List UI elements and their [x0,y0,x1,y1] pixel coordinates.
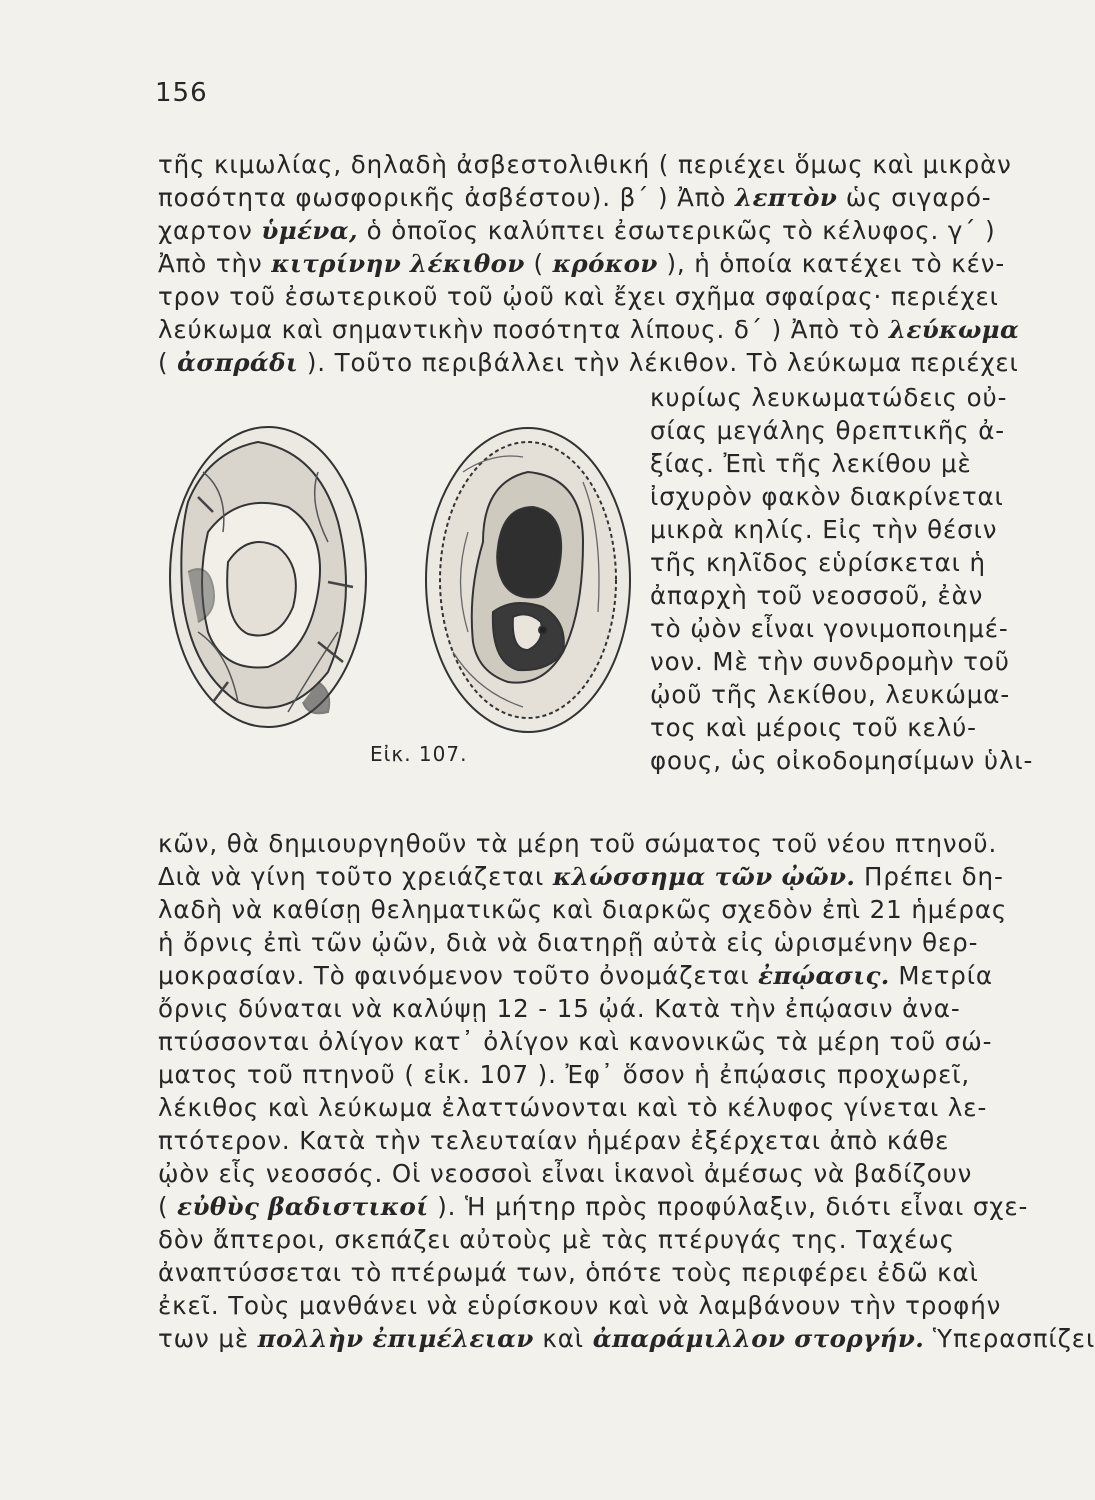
text-line: ματος τοῦ πτηνοῦ ( εἰκ. 107 ). Ἐφ᾽ ὅσον ἡ ἐπῴασις προχωρεῖ, [158,1060,971,1089]
text-line: τος καὶ μέροις τοῦ κελύ- [650,713,977,742]
text-line: Ἀπὸ τὴν κιτρίνην λέκιθον ( κρόκον ), ἡ ὁποία κατέχει τὸ κέν- [158,249,1006,278]
emphasis: κλώσσημα τῶν ᾠῶν. [552,862,856,891]
text-line: τῆς κιμωλίας, δηλαδὴ ἀσβεστολιθική ( περιέχει ὅμως καὶ μικρὰν [158,150,1012,179]
text-line: δὸν ἄπτεροι, σκεπάζει αὐτοὺς μὲ τὰς πτέρυγάς της. Ταχέως [158,1225,955,1254]
emphasis: πολλὴν ἐπιμέλειαν [257,1324,534,1353]
text-line: ἐκεῖ. Τοὺς μανθάνει νὰ εὑρίσκουν καὶ νὰ λαμβάνουν τὴν τροφήν [158,1291,1002,1320]
figure-caption: Εἰκ. 107. [370,742,468,766]
text-line: ( εὐθὺς βαδιστικοί ). Ἡ μήτηρ πρὸς προφύλαξιν, διότι εἶναι σχε- [158,1192,1029,1221]
text-line: ὄρνις δύναται νὰ καλύψῃ 12 - 15 ᾠά. Κατὰ τὴν ἐπῴασιν ἀνα- [158,994,961,1023]
emphasis: ἐπῴασις. [758,961,890,990]
text-line: νον. Μὲ τὴν συνδρομὴν τοῦ [650,647,1010,676]
emphasis: κρόκον [552,249,658,278]
emphasis: ὑμένα, [261,216,358,245]
text-line: πτότερον. Κατὰ τὴν τελευταίαν ἡμέραν ἐξέρχεται ἀπὸ κάθε [158,1126,950,1155]
text-line: χαρτον ὑμένα, ὁ ὁποῖος καλύπτει ἐσωτερικῶς τὸ κέλυφος. γ΄ ) [158,216,996,245]
text-line: των μὲ πολλὴν ἐπιμέλειαν καὶ ἀπαράμιλλον στοργήν. Ὑπερασπίζει [158,1324,1095,1353]
text-line: ᾠοῦ τῆς λεκίθου, λευκώμα- [650,680,1011,709]
text-line: μικρὰ κηλίς. Εἰς τὴν θέσιν [650,515,998,544]
text-line: λαδὴ νὰ καθίσῃ θεληματικῶς καὶ διαρκῶς σχεδὸν ἐπὶ 21 ἡμέρας [158,895,1008,924]
text-line: λέκιθος καὶ λεύκωμα ἐλαττώνονται καὶ τὸ κέλυφος γίνεται λε- [158,1093,988,1122]
text-line: τῆς κηλῖδος εὑρίσκεται ἡ [650,548,986,577]
emphasis: λεπτὸν [735,183,838,212]
text-line: πτύσσονται ὀλίγον κατ᾽ ὀλίγον καὶ κανονικῶς τὰ μέρη τοῦ σώ- [158,1027,993,1056]
egg-drawings [168,412,638,742]
text-line: ἡ ὄρνις ἐπὶ τῶν ᾠῶν, διὰ νὰ διατηρῇ αὐτὰ εἰς ὡρισμένην θερ- [158,928,979,957]
left-egg-drawing [170,427,366,727]
text-line: κυρίως λευκωματώδεις οὐ- [650,383,1008,412]
text-line: φους, ὡς οἰκοδομησίμων ὑλι- [650,746,1034,775]
text-line: ἰσχυρὸν φακὸν διακρίνεται [650,482,1004,511]
text-line: μοκρασίαν. Τὸ φαινόμενον τοῦτο ὀνομάζεται ἐπῴασις. Μετρία [158,961,993,990]
text-line: ποσότητα φωσφορικῆς ἀσβέστου). β΄ ) Ἀπὸ λεπτὸν ὡς σιγαρό- [158,183,992,212]
emphasis: ἀπαράμιλλον στοργήν. [592,1324,925,1353]
text-line: σίας μεγάλης θρεπτικῆς ἀ- [650,416,1006,445]
text-line: τρον τοῦ ἐσωτερικοῦ τοῦ ᾠοῦ καὶ ἔχει σχῆμα σφαίρας· περιέχει [158,282,999,311]
text-line: κῶν, θὰ δημιουργηθοῦν τὰ μέρη τοῦ σώματος τοῦ νέου πτηνοῦ. [158,829,998,858]
emphasis: ἀσπράδι [177,348,299,377]
text-line: λεύκωμα καὶ σημαντικὴν ποσότητα λίπους. δ΄ ) Ἀπὸ τὸ λεύκωμα [158,315,1020,344]
emphasis: λεύκωμα [888,315,1020,344]
text-line: ἀπαρχὴ τοῦ νεοσσοῦ, ἐὰν [650,581,984,610]
text-line: ξίας. Ἐπὶ τῆς λεκίθου μὲ [650,449,972,478]
text-line: ᾠὸν εἷς νεοσσός. Οἱ νεοσσοὶ εἶναι ἱκανοὶ ἀμέσως νὰ βαδίζουν [158,1159,973,1188]
text-line: τὸ ᾠὸν εἶναι γονιμοποιημέ- [650,614,1009,643]
page-number: 156 [155,78,208,108]
right-egg-drawing [426,428,630,732]
text-line: ἀναπτύσσεται τὸ πτέρωμά των, ὁπότε τοὺς περιφέρει ἐδῶ καὶ [158,1258,979,1287]
emphasis: εὐθὺς βαδιστικοί [177,1192,429,1221]
text-line: ( ἀσπράδι ). Τοῦτο περιβάλλει τὴν λέκιθον. Τὸ λεύκωμα περιέχει [158,348,1019,377]
emphasis: κιτρίνην λέκιθον [271,249,525,278]
text-line: Διὰ νὰ γίνη τοῦτο χρειάζεται κλώσσημα τῶν ᾠῶν. Πρέπει δη- [158,862,1004,891]
